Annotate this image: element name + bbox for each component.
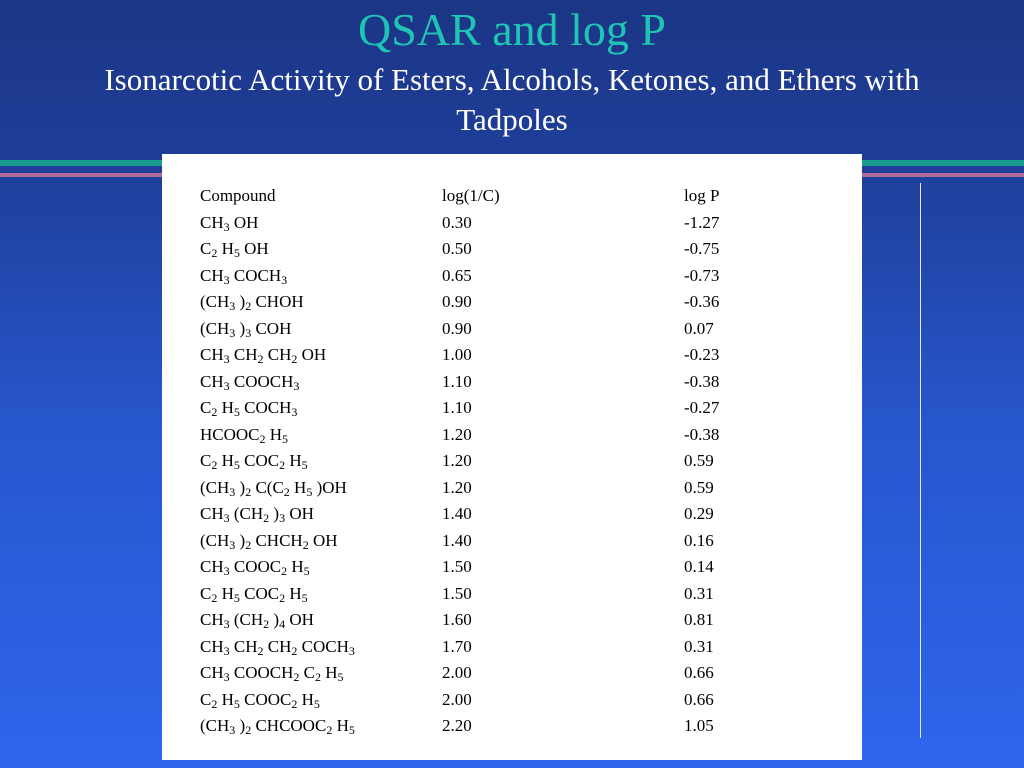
table-row <box>200 395 824 422</box>
log-inv-c-cell: 1.20 <box>442 477 472 497</box>
log-inv-c-cell: 0.90 <box>442 292 472 312</box>
table-row <box>200 660 824 687</box>
log-inv-c-cell: 1.70 <box>442 636 472 656</box>
compound-cell: $CH_3$ $COCH_3$ <box>200 265 288 287</box>
table-row <box>200 687 824 714</box>
table-row <box>200 607 824 634</box>
compound-cell: $C_2$ $H_5$ $COOC_2$ $H_5$ <box>200 689 320 711</box>
log-inv-c-cell: 0.50 <box>442 239 472 259</box>
table-row <box>200 501 824 528</box>
log-p-cell: 0.29 <box>684 504 714 524</box>
column-header-compound: Compound <box>200 186 276 206</box>
log-inv-c-cell: 1.20 <box>442 424 472 444</box>
table-row <box>200 289 824 316</box>
log-p-cell: -0.38 <box>684 371 720 391</box>
log-inv-c-cell: 1.50 <box>442 583 472 603</box>
compound-cell: $CH_3$ $COOC_2$ $H_5$ <box>200 557 310 579</box>
log-inv-c-cell: 0.30 <box>442 212 472 232</box>
log-inv-c-cell: 2.20 <box>442 716 472 736</box>
log-inv-c-cell: 0.90 <box>442 318 472 338</box>
log-p-cell: -0.36 <box>684 292 720 312</box>
table-row <box>200 581 824 608</box>
compound-cell: $CH_3$ $CH_2$ $CH_2$ OH <box>200 345 327 367</box>
column-header-log-p: log P <box>684 186 720 206</box>
log-inv-c-cell: 1.50 <box>442 557 472 577</box>
table-row <box>200 316 824 343</box>
table-row <box>200 448 824 475</box>
compound-cell: $C_2$ $H_5$ $COCH_3$ <box>200 398 298 420</box>
log-p-cell: 0.81 <box>684 610 714 630</box>
table-panel <box>162 154 862 760</box>
compound-cell: ($CH_3$ )$_2$ CHOH <box>200 292 304 314</box>
slide-title: QSAR and log P <box>358 4 666 55</box>
table-row <box>200 263 824 290</box>
compound-cell: ($CH_3$ )$_2$ $C(C_2$ $H_5$ )OH <box>200 477 347 499</box>
vertical-guide-line <box>920 183 921 738</box>
log-p-cell: 0.31 <box>684 583 714 603</box>
table-row <box>200 236 824 263</box>
log-inv-c-cell: 1.00 <box>442 345 472 365</box>
log-p-cell: 0.66 <box>684 689 714 709</box>
log-p-cell: 0.16 <box>684 530 714 550</box>
log-p-cell: 0.59 <box>684 477 714 497</box>
compound-cell: $CH_3$ $COOCH_2$ $C_2$ $H_5$ <box>200 663 344 685</box>
log-inv-c-cell: 1.40 <box>442 504 472 524</box>
compound-cell: $C_2$ $H_5$ $COC_2$ $H_5$ <box>200 451 308 473</box>
log-p-cell: 0.14 <box>684 557 714 577</box>
slide-subtitle: Isonarcotic Activity of Esters, Alcohols, Ketones, and Ethers with Tadpoles <box>104 62 920 137</box>
table-row <box>200 210 824 237</box>
compound-cell: $CH_3$ $CH_2$ $CH_2$ $COCH_3$ <box>200 636 355 658</box>
log-p-cell: 0.07 <box>684 318 714 338</box>
log-inv-c-cell: 1.20 <box>442 451 472 471</box>
compound-cell: $CH_3$ ($CH_2$ )$_3$ OH <box>200 504 314 526</box>
log-inv-c-cell: 1.40 <box>442 530 472 550</box>
compound-cell: ($CH_3$ )$_3$ COH <box>200 318 292 340</box>
log-inv-c-cell: 2.00 <box>442 689 472 709</box>
compound-cell: ($CH_3$ )$_2$ $CHCH_2$ OH <box>200 530 338 552</box>
table-row <box>200 475 824 502</box>
table-row <box>200 713 824 740</box>
table-row <box>200 422 824 449</box>
compound-cell: $HCOOC_2$ $H_5$ <box>200 424 289 446</box>
table-row <box>200 369 824 396</box>
compound-cell: $C_2$ $H_5$ OH <box>200 239 269 261</box>
qsar-data-table <box>200 183 824 740</box>
log-p-cell: 1.05 <box>684 716 714 736</box>
log-inv-c-cell: 1.60 <box>442 610 472 630</box>
log-p-cell: -1.27 <box>684 212 720 232</box>
log-p-cell: -0.75 <box>684 239 720 259</box>
compound-cell: $CH_3$ ($CH_2$ )$_4$ OH <box>200 610 314 632</box>
table-row <box>200 634 824 661</box>
table-header-row <box>200 183 824 210</box>
table-row <box>200 528 824 555</box>
log-p-cell: -0.73 <box>684 265 720 285</box>
compound-cell: $CH_3$ OH <box>200 212 259 234</box>
compound-cell: ($CH_3$ )$_2$ $CHCOOC_2$ $H_5$ <box>200 716 355 738</box>
log-inv-c-cell: 2.00 <box>442 663 472 683</box>
table-row <box>200 554 824 581</box>
log-inv-c-cell: 1.10 <box>442 371 472 391</box>
log-p-cell: 0.59 <box>684 451 714 471</box>
log-inv-c-cell: 1.10 <box>442 398 472 418</box>
log-inv-c-cell: 0.65 <box>442 265 472 285</box>
compound-cell: $C_2$ $H_5$ $COC_2$ $H_5$ <box>200 583 308 605</box>
column-header-log-inv-c: log(1/C) <box>442 186 500 206</box>
table-row <box>200 342 824 369</box>
log-p-cell: 0.31 <box>684 636 714 656</box>
table-body <box>200 210 824 740</box>
log-p-cell: 0.66 <box>684 663 714 683</box>
log-p-cell: -0.38 <box>684 424 720 444</box>
log-p-cell: -0.27 <box>684 398 720 418</box>
log-p-cell: -0.23 <box>684 345 720 365</box>
compound-cell: $CH_3$ $COOCH_3$ <box>200 371 300 393</box>
